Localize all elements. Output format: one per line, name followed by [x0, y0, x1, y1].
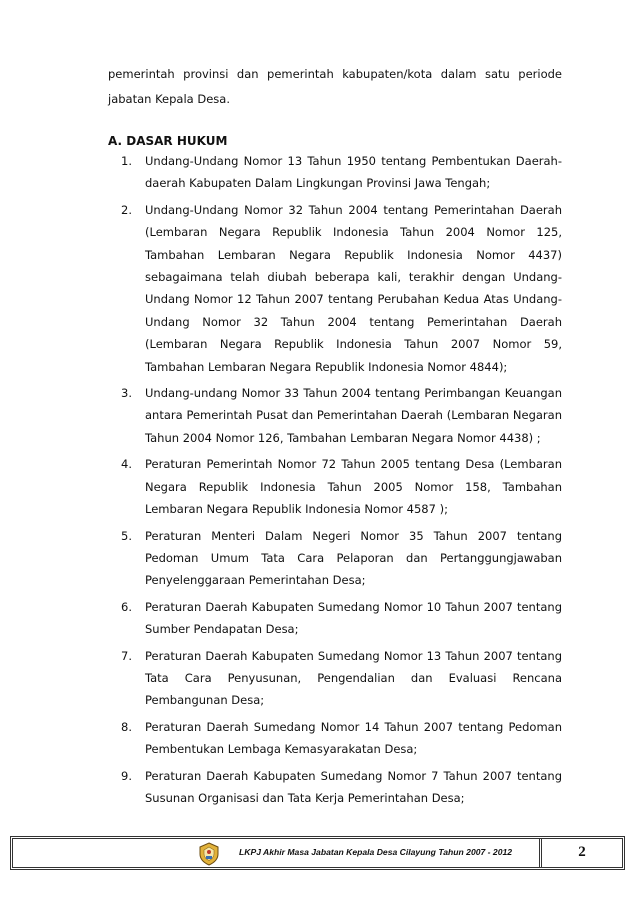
section-heading: A. DASAR HUKUM	[108, 134, 228, 148]
list-item: 6. Peraturan Daerah Kabupaten Sumedang Nomor 10 Tahun 2007 tentang Sumber Pendapatan Desa;	[121, 599, 562, 637]
intro-paragraph: pemerintah provinsi dan pemerintah kabupaten/kota dalam satu periode jabatan Kepala Desa.	[108, 67, 562, 106]
footer-title: LKPJ Akhir Masa Jabatan Kepala Desa Cilayung Tahun 2007 - 2012	[239, 847, 513, 857]
page-footer	[10, 836, 625, 870]
list-item: 4. Peraturan Pemerintah Nomor 72 Tahun 2005 tentang Desa (Lembaran Negara Republik Indonesia Tahun 2005 Nomor 158, Tambahan Lembaran Negara Republik Indonesia Nomor 4587 );	[121, 457, 562, 517]
list-item: 3. Undang-undang Nomor 33 Tahun 2004 tentang Perimbangan Keuangan antara Pemerintah Pusat dan Pemerintahan Daerah (Lembaran Negaran Tahun 2004 Nomor 126, Tambahan Lembaran Negara Nomor 4438) ;	[121, 386, 562, 445]
list-item: 1. Undang-Undang Nomor 13 Tahun 1950 tentang Pembentukan Daerah- daerah Kabupaten Dalam Lingkungan Provinsi Jawa Tengah;	[121, 154, 562, 191]
list-item: 2. Undang-Undang Nomor 32 Tahun 2004 tentang Pemerintahan Daerah (Lembaran Negara Republik Indonesia Tahun 2004 Nomor 125, Tambahan Lembaran Negara Republik Indonesia Nomor 4437) sebagaimana telah diubah beberapa kali, terakhir dengan Undang-Undang Nomor 12 Tahun 2007 tentang Perubahan Kedua Atas Undang-Undang Nomor 32 Tahun 2004 tentang Pemerintahan Daerah (Lembaran Negara Republik Indonesia Tahun 2007 Nomor 59, Tambahan Lembaran Negara Republik Indonesia Nomor 4844);	[121, 202, 562, 374]
list-item: 8. Peraturan Daerah Sumedang Nomor 14 Tahun 2007 tentang Pedoman Pembentukan Lembaga Kemasyarakatan Desa;	[121, 719, 562, 757]
list-item: 5. Peraturan Menteri Dalam Negeri Nomor 35 Tahun 2007 tentang Pedoman Umum Tata Cara Pelaporan dan Pertanggungjawaban Penyelenggaraan Pemerintahan Desa;	[121, 528, 562, 588]
list-item: 9. Peraturan Daerah Kabupaten Sumedang Nomor 7 Tahun 2007 tentang Susunan Organisasi dan Tata Kerja Pemerintahan Desa;	[121, 768, 562, 805]
regency-emblem-icon	[197, 842, 221, 866]
legal-basis-list	[121, 150, 562, 813]
list-item: 7. Peraturan Daerah Kabupaten Sumedang Nomor 13 Tahun 2007 tentang Tata Cara Penyusunan, Pengendalian dan Evaluasi Rencana Pembangunan Desa;	[121, 648, 562, 708]
page-number: 2	[578, 844, 586, 860]
